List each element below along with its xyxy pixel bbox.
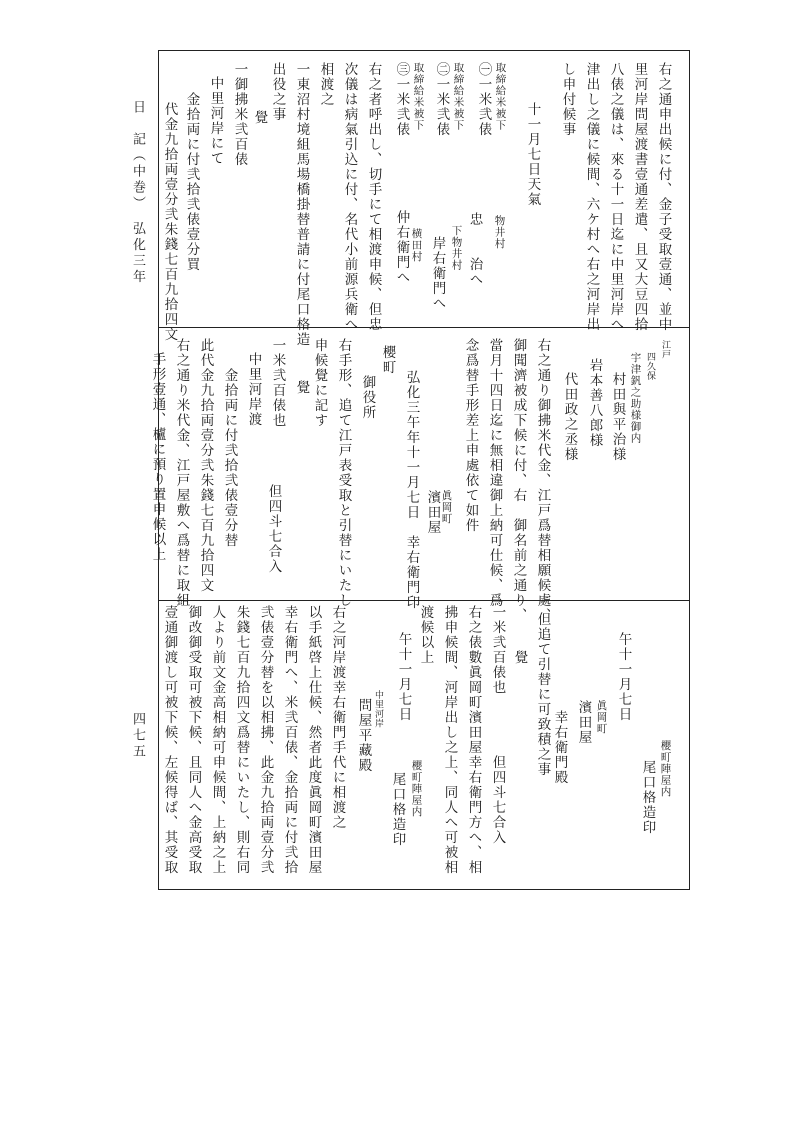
low-koemon: 幸右衛門殿 [551,710,568,785]
low-line-9: 但四斗七合入 [489,755,506,845]
low-line-23: 人より前文金高相納可申候間、上納之上 [209,605,226,875]
upper-item-3: ㊂一米弐俵 [393,62,410,137]
upper-oboe: 覺 [251,110,268,125]
section-divider-lower [158,600,690,601]
upper-line-0: 右之通申出候に付、金子受取壹通、並中 [655,62,672,332]
upper-grant-label-2: 取締給米被下 [452,62,465,131]
recipient-name-1: 忠 治へ [466,212,483,287]
mid-line-8: 當月十四日迄に無相違御上納可仕候、爲 [486,338,503,608]
low-line-12: 渡候以上 [417,605,434,665]
mid-sakuramachi: 櫻町 [379,345,396,375]
upper-date: 十一月七日天氣 [524,102,541,207]
recipient-name-2: 岸右衛門へ [429,236,446,311]
mid-date-line: 弘化三午年十一月七日 幸右衛門印 [403,370,420,610]
low-line-20: 幸右衛門へ、米弐百俵、金拾両に付弐拾 [281,605,298,875]
low-jinya-2: 櫻町陣屋内 [410,760,423,818]
low-line-19: 以手紙啓上仕候、然者此度眞岡町濱田屋 [305,605,322,875]
recipient-village-2: 下物井村 [450,225,463,271]
mid-mooka: 眞岡町 [440,490,453,525]
low-line-11: 拂申候間、河岸出し之上、同人へ可被相 [441,605,458,875]
low-line-6: 但追て引替に可致積之事 [534,612,551,777]
low-oguchi-2: 尾口格造印 [389,772,406,847]
upper-line-15: 一東沼村境組馬場橋掛替普請に付尾口格造 [293,62,310,347]
upper-grant-label-3: 取締給米被下 [412,62,425,131]
upper-line-19: 中里河岸にて [207,76,224,166]
low-jinya-1: 櫻町陣屋内 [659,740,672,798]
mid-line-16: 申候覺に記す [311,338,328,428]
mid-line-6: 右之通り御拂米代金、江戸爲替相願候處、 [534,338,551,623]
recipient-village-3: 横田村 [410,228,423,263]
upper-line-21: 代金九拾両壹分弐朱錢七百九拾四文 [161,102,178,342]
mid-line-21: 金拾両に付弐拾弐俵壹分替 [221,368,238,548]
upper-line-4: し申付候事 [559,62,576,137]
mid-line-19: 但四斗七合入 [265,484,282,574]
mid-murata: 村田與平治様 [609,372,626,462]
low-line-24: 御改御受取可被下候、且同人へ金高受取 [185,605,202,875]
mid-line-7: 御聞濟被成下候に付、右 御名前之通り、 [510,338,527,623]
mid-line-20: 中里河岸渡 [245,352,262,427]
recipient-village-1: 物井村 [493,215,506,250]
upper-item-1: ㊀一米弐俵 [475,62,492,137]
upper-line-13: 次儀は病氣引込に付、名代小前源兵衛へ [341,62,358,332]
low-heizo: 問屋平藏殿 [355,698,372,773]
mid-line-22: 此代金九拾両壹分弐朱錢七百九拾四文 [197,338,214,593]
page-number: 四七五 [130,712,145,760]
low-line-22: 朱錢七百九拾四文爲替にいたし、則右同 [233,605,250,875]
mid-yotsukubo: 四久保 [645,352,655,381]
upper-line-2: 八俵之儀は、來る十一日迄に中里河岸へ [607,62,624,332]
mid-shirota: 代田政之丞様 [561,372,578,462]
upper-line-12: 右之者呼出し、切手にて相渡申候、但忠 [365,62,382,332]
low-line-10: 右之俵數眞岡町濱田屋幸右衛門方へ、相 [465,605,482,875]
low-line-21: 弐俵壹分替を以相拂、此金九拾両壹分弐 [257,605,274,875]
recipient-name-3: 仲右衛門へ [393,210,410,285]
low-date-1: 午十一月七日 [615,632,632,722]
low-line-18: 右之河岸渡幸右衛門手代に相渡之 [329,605,346,830]
low-oboe-1: 覺 [511,650,528,665]
low-line-25: 壹通御渡し可被下候、左候得ば、其受取 [161,605,178,875]
low-mooka: 眞岡町 [595,700,608,735]
upper-line-20: 金拾両に付弐拾弐俵壹分買 [183,92,200,272]
mid-line-23: 右之通り米代金、江戸屋敷へ爲替に取組 [173,338,190,608]
mid-line-18: 一米弐百俵也 [269,338,286,428]
upper-line-1: 里河岸問屋渡書壹通差遣、且又大豆四拾 [631,62,648,332]
journal-title: 日 記（中巻） 弘化三年 [130,100,145,286]
mid-edo: 江戸 [660,340,670,359]
upper-line-14: 相渡之 [317,62,334,107]
mid-line-9: 念爲替手形差上申處依て如件 [462,338,479,533]
low-date-2: 午十一月七日 [395,632,412,722]
mid-iwamoto: 岩本善八郎様 [586,358,603,448]
low-line-8: 一米弐百俵也 [489,605,506,695]
mid-utsu: 宇津釩之助様御内 [629,352,642,444]
upper-line-18: 一御拂米弐百俵 [231,62,248,167]
mid-hamadaya: 濱田屋 [424,490,441,535]
mid-yakusho: 御役所 [359,375,376,420]
mid-line-15: 右手形、追て江戸表受取と引替にいたし [335,338,352,608]
mid-line-24: 手形壹通、櫨に預り置申候以上 [149,352,166,562]
low-oguchi-1: 尾口格造印 [639,760,656,835]
low-nakazato: 中里河岸 [373,690,383,728]
mid-oboe: 覺 [293,380,310,395]
low-hamadaya: 濱田屋 [575,700,592,745]
upper-item-2: ㊁一米弐俵 [433,62,450,137]
upper-grant-label-1: 取締給米被下 [494,62,507,131]
upper-line-16: 出役之事 [269,62,286,122]
upper-line-3: 津出し之儀に候間、六ケ村へ右之河岸出 [583,62,600,332]
